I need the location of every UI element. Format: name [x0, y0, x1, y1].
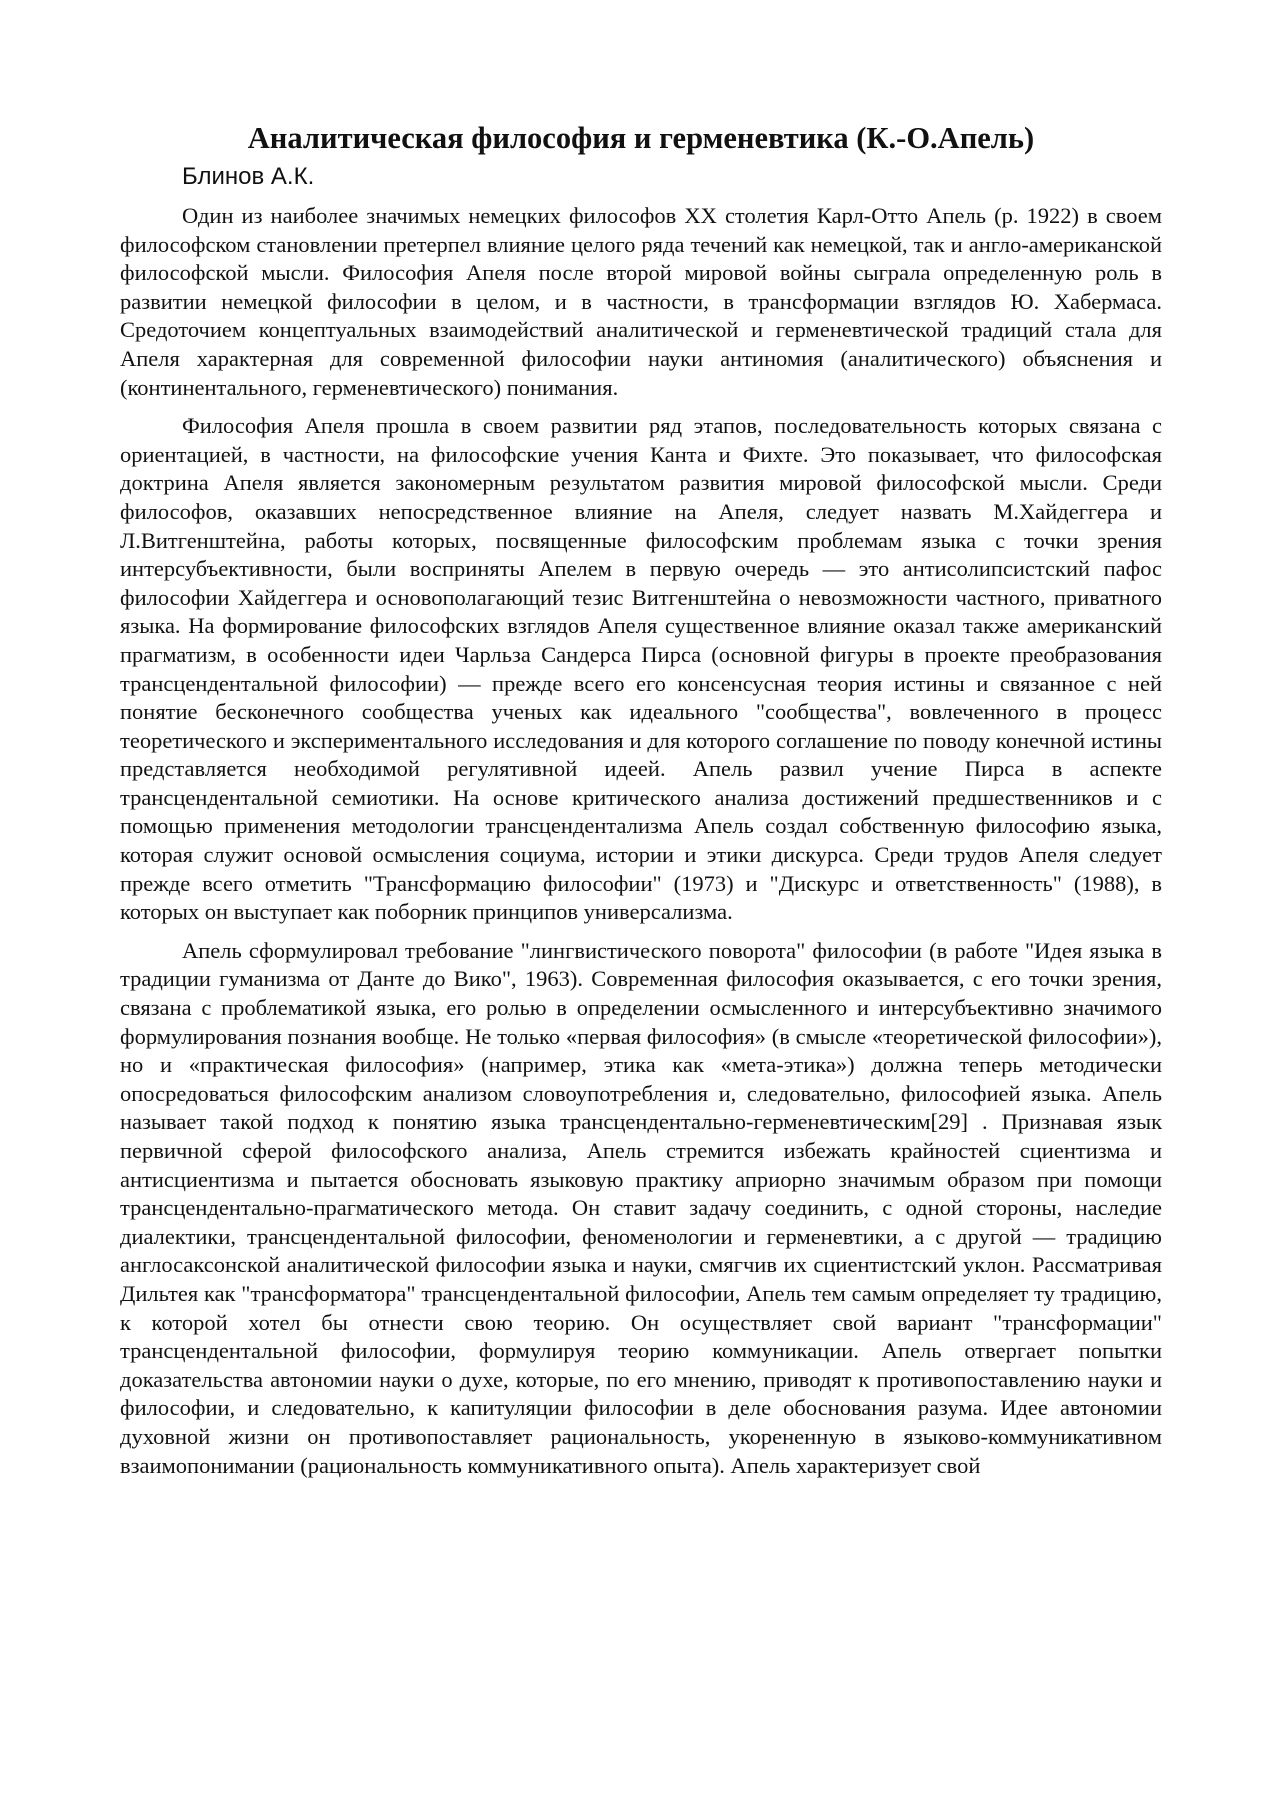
paragraph-3: Апель сформулировал требование "лингвистического поворота" философии (в работе "Идея языка в традиции гуманизма от Данте до Вико", 1963). Современная философия оказывается, с его точки зрения, связана с проблематикой языка, его ролью в определении осмысленного и интерсубъективно значимого формулирования познания вообще. Не только «первая философия» (в смысле «теоретической философии»), но и «практическая философия» (например, этика как «мета-этика») должна теперь методически опосредоваться философским анализом словоупотребления и, следовательно, философией языка. Апель называет такой подход к понятию языка трансцендентально-герменевтическим[29] . Признавая язык первичной сферой философского анализа, Апель стремится избежать крайностей сциентизма и антисциентизма и пытается обосновать языковую практику априорно значимым образом при помощи трансцендентально-прагматического метода. Он ставит задачу соединить, с одной стороны, наследие диалектики, трансцендентальной философии, феноменологии и герменевтики, а с другой — традицию англосаксонской аналитической философии языка и науки, смягчив их сциентистский уклон. Рассматривая Дильтея как "трансформатора" трансцендентальной философии, Апель тем самым определяет ту традицию, к которой хотел бы отнести свою теорию. Он осуществляет свой вариант "трансформации" трансцендентальной философии, формулируя теорию коммуникации. Апель отвергает попытки доказательства автономии науки о духе, которые, по его мнению, приводят к противопоставлению науки и философии, и следовательно, к капитуляции философии в деле обоснования разума. Идее автономии духовной жизни он противопоставляет рациональность, укорененную в языково-коммуникативном взаимопонимании (рациональность коммуникативного опыта). Апель характеризует свой — [120, 937, 1162, 1478]
paragraph-2: Философия Апеля прошла в своем развитии ряд этапов, последовательность которых связана с ориентацией, в частности, на философские учения Канта и Фихте. Это показывает, что философская доктрина Апеля является закономерным результатом развития мировой философской мысли. Среди философов, оказавших непосредственное влияние на Апеля, следует назвать М.Хайдеггера и Л.Витгенштейна, работы которых, посвященные философским проблемам языка с точки зрения интерсубъективности, были восприняты Апелем в первую очередь — это антисолипсистский пафос философии Хайдеггера и основополагающий тезис Витгенштейна о невозможности частного, приватного языка. На формирование философских взглядов Апеля существенное влияние оказал также американский прагматизм, в особенности идеи Чарльза Сандерса Пирса (основной фигуры в проекте преобразования трансцендентальной философии) — прежде всего его консенсусная теория истины и связанное с ней понятие бесконечного сообщества ученых как идеального "сообщества", вовлеченного в процесс теоретического и экспериментального исследования и для которого соглашение по поводу конечной истины представляется необходимой регулятивной идеей. Апель развил учение Пирса в аспекте трансцендентальной семиотики. На основе критического анализа достижений предшественников и с помощью применения методологии трансцендентализма Апель создал собственную философию языка, которая служит основой осмысления социума, истории и этики дискурса. Среди трудов Апеля следует прежде всего отметить "Трансформацию философии" (1973) и "Дискурс и ответственность" (1988), в которых он выступает как поборник принципов универсализма. — [120, 413, 1162, 925]
paragraph-1: Один из наиболее значимых немецких философов XX столетия Карл-Отто Апель (р. 1922) в своем философском становлении претерпел влияние целого ряда течений как немецкой, так и англо-американской философской мысли. Философия Апеля после второй мировой войны сыграла определенную роль в развитии немецкой философии в целом, и в частности, в трансформации взглядов Ю. Хабермаса. Средоточием концептуальных взаимодействий аналитической и герменевтической традиций стала для Апеля характерная для современной философии науки антиномия (аналитического) объяснения и (континентального, герменевтического) понимания. — [120, 203, 1162, 400]
document-author: Блинов А.К. — [182, 163, 315, 190]
document-title: Аналитическая философия и герменевтика (К.-О.Апель) — [247, 121, 1035, 155]
